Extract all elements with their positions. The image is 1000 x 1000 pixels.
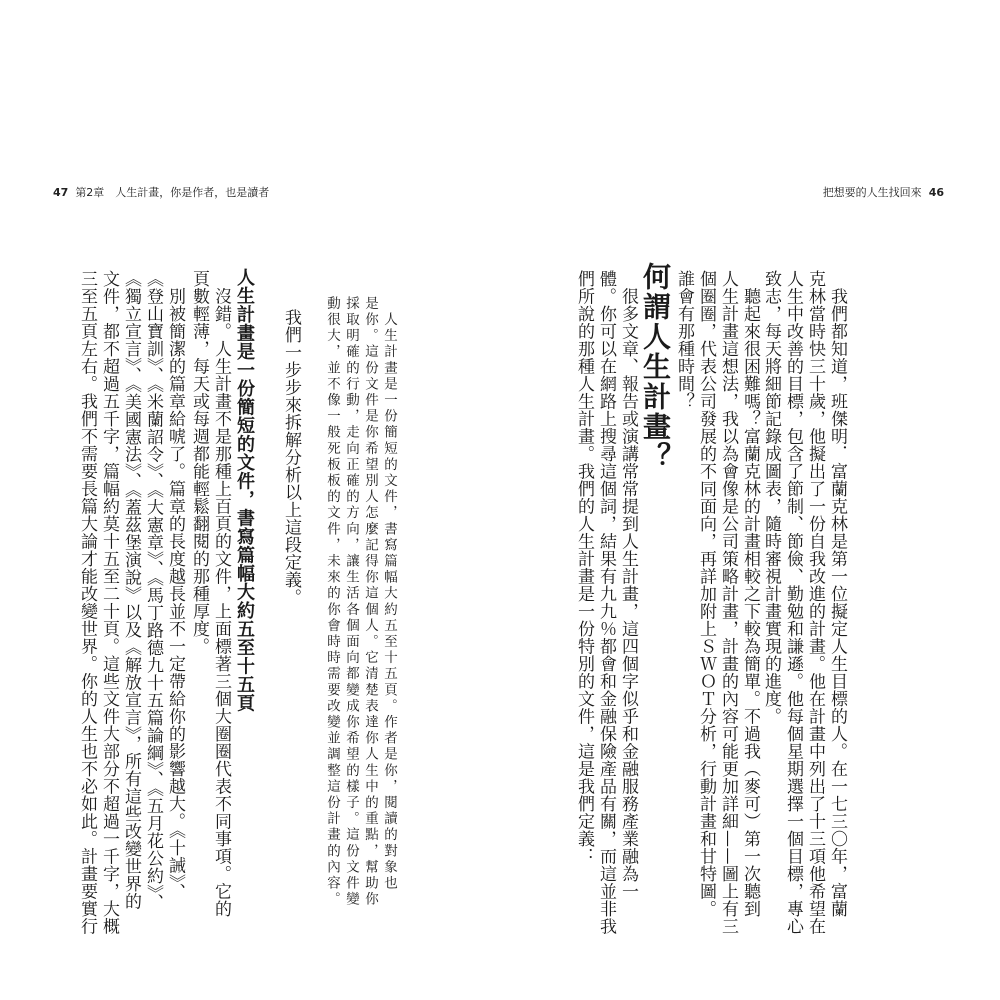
right-page-number: 46 (928, 186, 944, 199)
left-page-number: 47 (53, 186, 69, 199)
section-heading: 何謂人生計畫？ (639, 262, 672, 472)
paragraph-sounds-difficult: 聽起來很困難嗎？富蘭克林的計畫相較之下較為簡單。不過我（麥可）第一次聽到 人生計畫這想法，我以為會像是公司策略計畫，計畫的內容可能更加詳細——圖上有三 個圈圈，代表公司發展的不同面向，再詳加附上ＳＷＯＴ分析，行動計畫和甘特圖。 誰會有那種時間？ (674, 270, 760, 935)
paragraph-dont-be-fooled: 別被簡潔的篇章給唬了。篇章的長度越長並不一定帶給你的影響越大。《十誡》、 《登山寶訓》、《米蘭詔令》、《大憲章》、《馬丁路德九十五篇論綱》、《五月花公約》、 《獨立宣言》、《美國憲法》、《蓋茲堡演說》以及《解放宣言》，所有這些改變世界的 文件，都不超過五千字，篇幅約莫十五至二十頁。這些文件大部分不超過一千字，大概 三至五頁左右。我們不需要長篇大論才能改變世界。你的人生也不必如此。計畫要實行 (77, 270, 185, 935)
left-chapter-title: 第2章 人生計畫，你是作者，也是讀者 (75, 186, 270, 199)
paragraph-franklin: 我們都知道，班傑明．富蘭克林是第一位擬定人生目標的人。在一七三〇年，富蘭 克林當時快三十歲，他擬出了一份自我改進的計畫。他在計畫中列出了十三項他希望在 人生中改善的目標，包含了節制、節儉、勤勉和謙遜。他每個星期選擇一個目標，專心 致志，每天將細節記錄成圖表，隨時審視計畫實現的進度。 (761, 270, 847, 935)
paragraph-many-articles: 很多文章、報告或演講常常提到人生計畫，這四個字似乎和金融服務產業融為一 體。你可以在網路上搜尋這個詞，結果有九九％都會和金融保險產品有關，而這並非我 們所說的那種人生計畫。我們的人生計畫是一份特別的文件，這是我們定義： (574, 270, 638, 935)
right-book-title: 把想要的人生找回來 (822, 186, 922, 199)
definition-quote: 人生計畫是一份簡短的文件，書寫篇幅大約五至十五頁。作者是你，閱讀的對象也 是你。這份文件是你希望別人怎麼記得你這個人。它清楚表達你人生中的重點，幫助你 採取明確的行動，走向正確的方向，讓生活各個面向都變成你希望的樣子。這份文件變 動很大，並不像一般死板板的文件，未來的你會時時需要改變並調整這份計畫的內容。 (324, 296, 397, 908)
paragraph-not-hundreds-pages: 沒錯。人生計畫不是那種上百頁的文件，上面標著三個大圈圈代表不同事項。它的 頁數輕薄，每天或每週都能輕鬆翻閱的那種厚度。 (189, 270, 231, 918)
left-running-head (53, 186, 269, 200)
right-running-head (823, 186, 944, 200)
paragraph-step-by-step: 我們一步步來拆解分析以上這段定義。 (281, 291, 301, 606)
subheading-short-document: 人生計畫是一份簡短的文件，書寫篇幅大約五至十五頁 (234, 268, 255, 712)
